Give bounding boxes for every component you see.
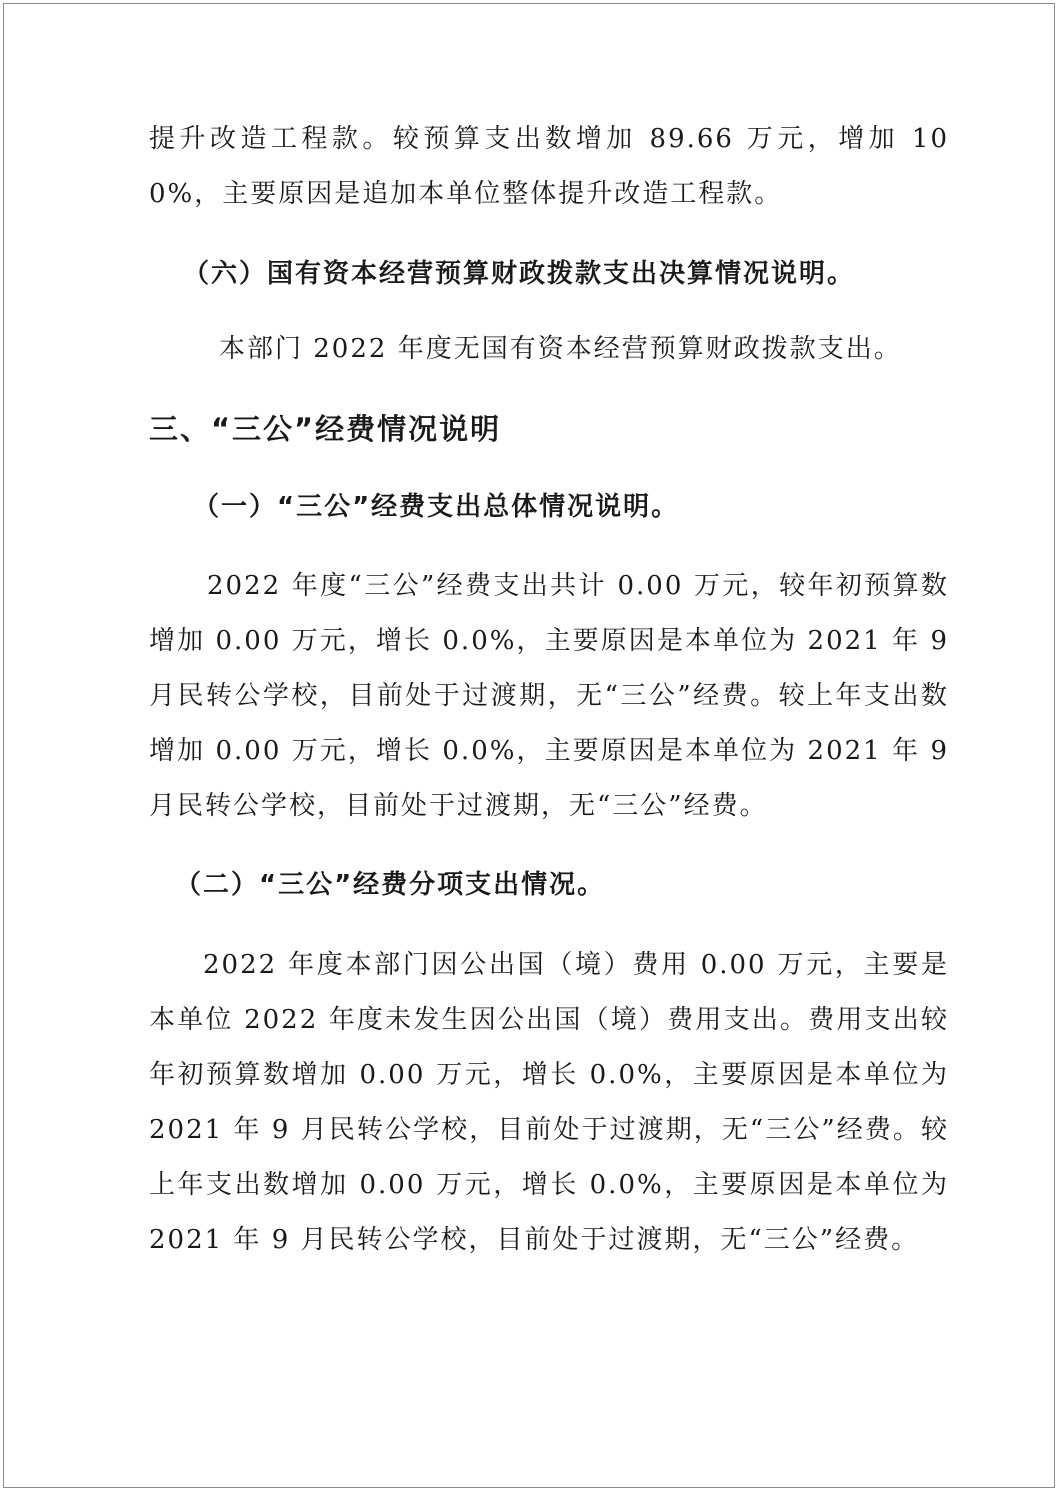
document-body [149, 112, 949, 1268]
heading-overall-expenditure: （一）“三公”经费支出总体情况说明。 [193, 492, 680, 522]
document-page [3, 3, 1055, 1488]
paragraph-project-funds: 提升改造工程款。较预算支出数增加 89.66 万元，增加 100%，主要原因是追加本单位整体提升改造工程款。 [149, 124, 949, 209]
paragraph-no-state-capital-expenditure: 本部门 2022 年度无国有资本经营预算财政拨款支出。 [219, 334, 902, 364]
heading-three-public-expenses: 三、“三公”经费情况说明 [149, 412, 502, 446]
heading-state-capital-budget: （六）国有资本经营预算财政拨款支出决算情况说明。 [183, 259, 856, 289]
paragraph-overall-expenditure: 2022 年度“三公”经费支出共计 0.00 万元，较年初预算数增加 0.00 万元，增长 0.0%，主要原因是本单位为 2021 年 9 月民转公学校，目前处于过渡期，无“三公”经费。较上年支出数增加 0.00 万元，增长 0.0%，主要原因是本单位为 2021 年 9 月民转公学校，目前处于过渡期，无“三公”经费。 [149, 571, 949, 821]
paragraph-itemized-expenditure: 2022 年度本部门因公出国（境）费用 0.00 万元，主要是本单位 2022 年度未发生因公出国（境）费用支出。费用支出较年初预算数增加 0.00 万元，增长 0.0%，主要原因是本单位为 2021 年 9 月民转公学校，目前处于过渡期，无“三公”经费。较上年支出数增加 0.00 万元，增长 0.0%，主要原因是本单位为 2021 年 9 月民转公学校，目前处于过渡期，无“三公”经费。 [149, 950, 949, 1255]
heading-itemized-expenditure: （二）“三公”经费分项支出情况。 [175, 870, 606, 900]
